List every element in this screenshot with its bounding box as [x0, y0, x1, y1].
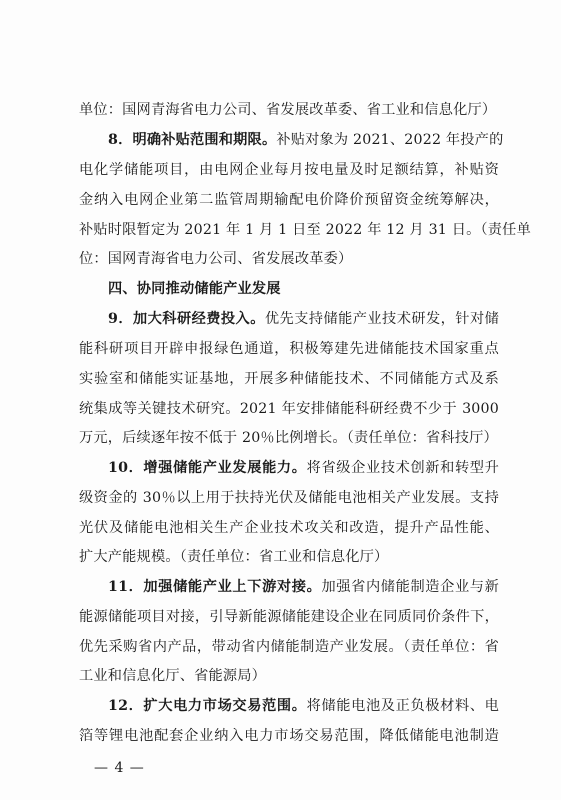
paragraph-8-title: 8．明确补贴范围和期限。 [108, 132, 277, 148]
paragraph-10-title: 10．增强储能产业发展能力。 [108, 460, 307, 476]
text-line: 位：国网青海省电力公司、省发展改革委） [79, 251, 353, 267]
section-heading: 四、协同推动储能产业发展 [108, 281, 281, 297]
paragraph-8-first-line [108, 130, 504, 150]
text-line: 工业和信息化厅、省能源局） [79, 668, 267, 684]
paragraph-12-title: 12．扩大电力市场交易范围。 [108, 698, 307, 714]
paragraph-10-first-line [108, 458, 499, 478]
page-number: — 4 — [94, 760, 145, 776]
text-line: 实验室和储能实证基地，开展多种储能技术、不同储能方式及系 [79, 371, 499, 387]
text-line: 单位：国网青海省电力公司、省发展改革委、省工业和信息化厅） [79, 102, 497, 118]
text-span: 将储能电池及正负极材料、电 [306, 698, 500, 714]
text-span: 优先支持储能产业技术研发，针对储 [264, 311, 499, 327]
paragraph-9-first-line [108, 309, 499, 329]
text-line: 光伏及储能电池相关生产企业技术攻关和改造，提升产品性能、 [79, 520, 499, 536]
paragraph-9-title: 9．加大科研经费投入。 [108, 311, 265, 327]
text-line: 统集成等关键技术研究。2021 年安排储能科研经费不少于 3000 [79, 401, 499, 417]
text-span: 将省级企业技术创新和转型升 [306, 460, 500, 476]
text-line: 万元，后续逐年按不低于 20％比例增长。（责任单位：省科技厅） [79, 430, 498, 446]
paragraph-11-title: 11．加强储能产业上下游对接。 [108, 579, 322, 595]
text-line: 扩大产能规模。（责任单位：省工业和信息化厅） [79, 549, 389, 565]
text-line: 能科研项目开辟申报绿色通道，积极筹建先进储能技术国家重点 [79, 341, 499, 357]
text-line: 级资金的 30％以上用于扶持光伏及储能电池相关产业发展。支持 [79, 490, 499, 506]
text-line: 箔等锂电池配套企业纳入电力市场交易范围，降低储能电池制造 [79, 728, 499, 744]
paragraph-11-first-line [108, 577, 499, 597]
text-span: 加强省内储能制造企业与新 [321, 579, 499, 595]
text-line: 能源储能项目对接，引导新能源储能建设企业在同质同价条件下， [79, 609, 499, 625]
text-line: 金纳入电网企业第二监管周期输配电价降价预留资金统筹解决， [79, 192, 499, 208]
paragraph-12-first-line [108, 696, 499, 716]
text-span: 补贴对象为 2021、2022 年投产的 [276, 132, 504, 148]
text-line: 优先采购省内产品，带动省内储能制造产业发展。（责任单位：省 [79, 639, 499, 655]
text-line: 电化学储能项目，由电网企业每月按电量及时足额结算，补贴资 [79, 162, 499, 178]
text-line: 补贴时限暂定为 2021 年 1 月 1 日至 2022 年 12 月 31 日。（责任单 [79, 222, 531, 238]
